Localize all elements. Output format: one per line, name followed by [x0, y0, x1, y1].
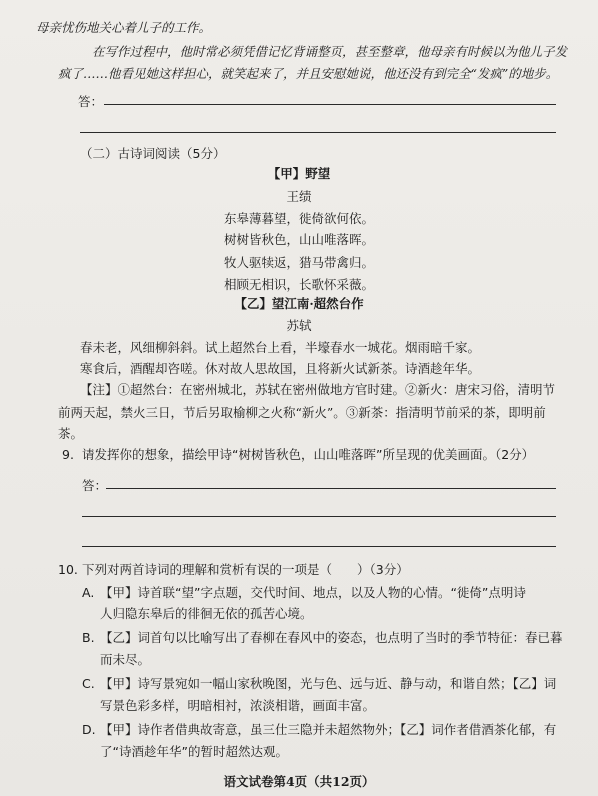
poem-line: 东皋薄暮望，徙倚欲何依。	[223, 211, 374, 226]
option-text: 而未尽。	[100, 652, 151, 667]
poem-line: 寒食后，酒醒却咨嗟。休对故人思故国，且将新火试新茶。诗酒趁年华。	[80, 361, 481, 376]
note-line: 前两天起，禁火三日，节后另取榆柳之火称“新火”。③新茶：指清明节前采的茶，即明前	[58, 405, 546, 420]
option-label[interactable]: B.	[82, 630, 95, 645]
option-label[interactable]: D.	[82, 722, 96, 737]
option-text: 了“诗酒趁年华”的暂时超然达观。	[100, 744, 288, 759]
answer-line[interactable]	[80, 132, 556, 133]
poem-b-title: 【乙】望江南·超然台作	[234, 296, 364, 311]
answer-label: 答：	[78, 94, 104, 109]
poem-line: 牧人驱犊返，猎马带禽归。	[223, 255, 374, 270]
passage-line: 疯了……他看见她这样担心，就笑起来了，并且安慰她说，他还没有到完全“发疯”的地步。	[58, 66, 559, 81]
answer-line[interactable]	[82, 546, 556, 547]
option-label[interactable]: C.	[82, 676, 95, 691]
question-text: 请发挥你的想象，描绘甲诗“树树皆秋色，山山唯落晖”所呈现的优美画面。（2分）	[82, 447, 535, 462]
poem-line: 树树皆秋色，山山唯落晖。	[223, 232, 374, 247]
note-line: 茶。	[58, 426, 84, 441]
option-text: 人归隐东皋后的徘徊无依的孤苦心境。	[100, 606, 313, 621]
answer-line[interactable]	[106, 488, 556, 489]
answer-line[interactable]	[104, 104, 556, 105]
poem-line: 相顾无相识，长歌怀采薇。	[223, 277, 374, 292]
option-text: 【甲】诗作者借典故寄意，虽三仕三隐并未超然物外；【乙】词作者借酒茶化郁，有	[100, 722, 557, 737]
option-label[interactable]: A.	[82, 585, 95, 600]
option-text: 写景色彩多样，明暗相衬，浓淡相谐，画面丰富。	[100, 698, 376, 713]
passage-line: 母亲忧伤地关心着儿子的工作。	[36, 20, 212, 35]
answer-line[interactable]	[82, 516, 556, 517]
question-number: 9.	[62, 447, 74, 462]
poem-a-title: 【甲】野望	[267, 166, 331, 181]
page-footer: 语文试卷第4页（共12页）	[223, 774, 375, 789]
poem-a-author: 王绩	[286, 189, 312, 204]
question-number: 10.	[58, 562, 78, 577]
option-text: 【乙】词首句以比喻写出了春柳在春风中的姿态，也点明了当时的季节特征：春已暮	[100, 630, 563, 645]
option-text: 【甲】诗首联“望”字点题，交代时间、地点，以及人物的心情。“徙倚”点明诗	[100, 585, 526, 600]
passage-line: 在写作过程中，他时常必须凭借记忆背诵整页，甚至整章，他母亲有时候以为他儿子发	[92, 44, 568, 59]
note-line: 【注】①超然台：在密州城北，苏轼在密州做地方官时建。②新火：唐宋习俗，清明节	[80, 382, 556, 397]
answer-label: 答：	[82, 478, 108, 493]
poem-line: 春未老，风细柳斜斜。试上超然台上看，半壕春水一城花。烟雨暗千家。	[80, 340, 481, 355]
poem-b-author: 苏轼	[286, 318, 312, 333]
question-text: 下列对两首诗词的理解和赏析有误的一项是（ ）（3分）	[82, 562, 409, 577]
option-text: 【甲】诗写景宛如一幅山家秋晚图，光与色、远与近、静与动，和谐自然；【乙】词	[100, 676, 557, 691]
section-title: （二）古诗词阅读（5分）	[80, 146, 226, 161]
